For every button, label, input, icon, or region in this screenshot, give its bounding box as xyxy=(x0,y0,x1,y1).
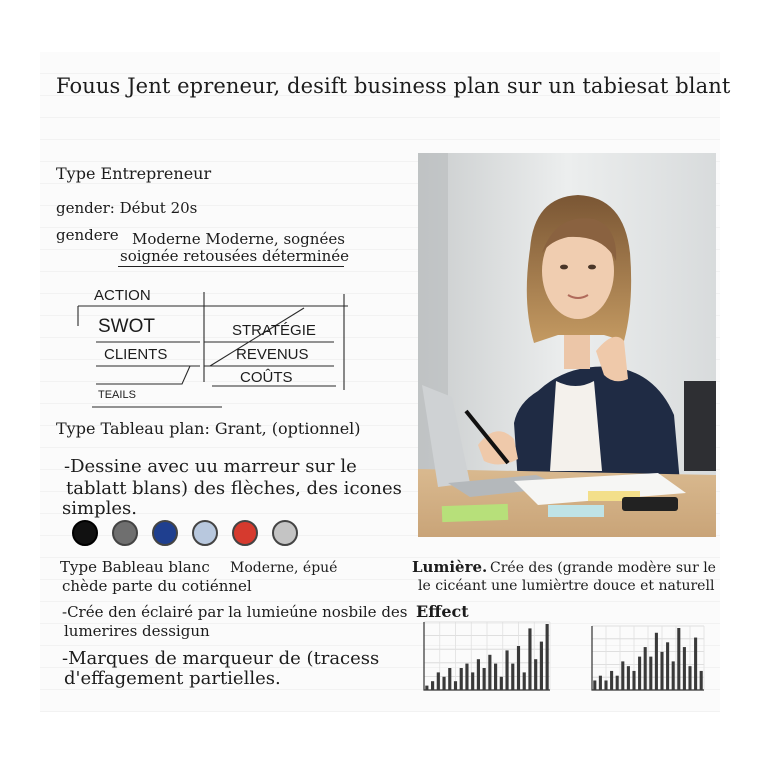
instruction-line-1: -Dessine avec uu marreur sur le xyxy=(64,456,357,477)
bableau-line-5: -Marques de marqueur de (tracess xyxy=(62,648,380,669)
tableau-type-line: Type Tableau plan: Grant, (optionnel) xyxy=(56,419,361,438)
style-line-1: Moderne Moderne, sognées xyxy=(132,230,345,248)
chart-bar xyxy=(604,680,607,690)
chart-bar xyxy=(465,664,468,690)
chart-bar xyxy=(540,642,543,690)
bableau-line-6: d'effagement partielles. xyxy=(64,668,281,689)
chart-bar xyxy=(593,680,596,690)
chart-bar xyxy=(672,661,675,690)
gendere-label: gendere xyxy=(56,226,119,244)
sketch-revenus: REVENUS xyxy=(236,346,309,363)
bableau-line-4: lumerires dessigun xyxy=(64,622,210,640)
chart-bar xyxy=(688,666,691,690)
sketch-swot: SWOT xyxy=(98,316,155,337)
lumiere-label: Lumière. xyxy=(412,558,488,576)
chart-bar xyxy=(483,668,486,690)
chart-bar xyxy=(546,624,549,690)
sketch-action: ACTION xyxy=(94,287,151,304)
lumiere-line-2: le cicéant une lumièrtre douce et naturell xyxy=(418,578,715,594)
gender-line: gender: Début 20s xyxy=(56,199,198,217)
chart-bar xyxy=(632,671,635,690)
color-swatch xyxy=(72,520,98,546)
effect-bar-chart-left xyxy=(416,620,552,694)
chart-bar xyxy=(534,659,537,690)
chart-bar xyxy=(666,642,669,690)
chart-bar xyxy=(644,647,647,690)
chart-bar xyxy=(677,628,680,690)
chart-bar xyxy=(683,647,686,690)
chart-bar xyxy=(517,646,520,690)
instruction-line-2: tablatt blans) des flèches, des icones xyxy=(66,478,402,499)
chart-bar xyxy=(471,672,474,690)
chart-bar xyxy=(460,668,463,690)
chart-bar xyxy=(638,657,641,690)
color-swatch xyxy=(272,520,298,546)
bableau-detail: Moderne, épué xyxy=(230,560,338,576)
chart-bar xyxy=(655,633,658,690)
chart-bar xyxy=(488,655,491,690)
chart-bar xyxy=(610,671,613,690)
color-swatch xyxy=(112,520,138,546)
chart-bar xyxy=(694,638,697,690)
sketch-clients: CLIENTS xyxy=(104,346,168,363)
chart-bar xyxy=(621,661,624,690)
chart-bar xyxy=(511,664,514,690)
chart-bar xyxy=(425,686,428,690)
effect-label: Effect xyxy=(416,602,469,621)
color-swatch xyxy=(232,520,258,546)
bableau-line-2: chède parte du cotiénnel xyxy=(62,577,252,595)
chart-bar xyxy=(660,652,663,690)
page-title: Fouus Jent epreneur, desift business plan sur un tabiesat blant xyxy=(56,74,731,98)
chart-bar xyxy=(431,681,434,690)
color-swatch xyxy=(152,520,178,546)
chart-bar xyxy=(627,666,630,690)
chart-bar xyxy=(523,672,526,690)
bableau-line-3: -Crée den éclairé par la lumieúne nosbile des xyxy=(62,603,408,621)
chart-bar xyxy=(700,671,703,690)
instruction-line-3: simples. xyxy=(62,498,137,519)
sketch-teails: TEAILS xyxy=(98,389,136,401)
style-line-2: soignée retousées déterminée xyxy=(120,247,349,265)
chart-bar xyxy=(442,677,445,690)
chart-bar xyxy=(505,650,508,690)
effect-bar-chart-right xyxy=(584,624,706,694)
chart-bar xyxy=(616,676,619,690)
chart-bar xyxy=(494,664,497,690)
sketch-strategie: STRATÉGIE xyxy=(232,322,316,339)
chart-bar xyxy=(649,657,652,690)
entrepreneur-photo-illustration xyxy=(418,153,716,537)
type-entrepreneur: Type Entrepreneur xyxy=(56,164,212,183)
style-underline xyxy=(118,266,344,267)
chart-bar xyxy=(454,681,457,690)
sketch-couts: COÛTS xyxy=(240,369,293,386)
chart-bar xyxy=(448,668,451,690)
chart-bar xyxy=(599,676,602,690)
chart-bar xyxy=(477,659,480,690)
color-swatch xyxy=(192,520,218,546)
bableau-label: Type Bableau blanc xyxy=(60,558,210,576)
chart-bar xyxy=(528,628,531,690)
chart-bar xyxy=(500,677,503,690)
lumiere-detail: Crée des (grande modère sur le xyxy=(490,560,716,576)
chart-bar xyxy=(437,672,440,690)
entrepreneur-photo xyxy=(418,153,716,537)
